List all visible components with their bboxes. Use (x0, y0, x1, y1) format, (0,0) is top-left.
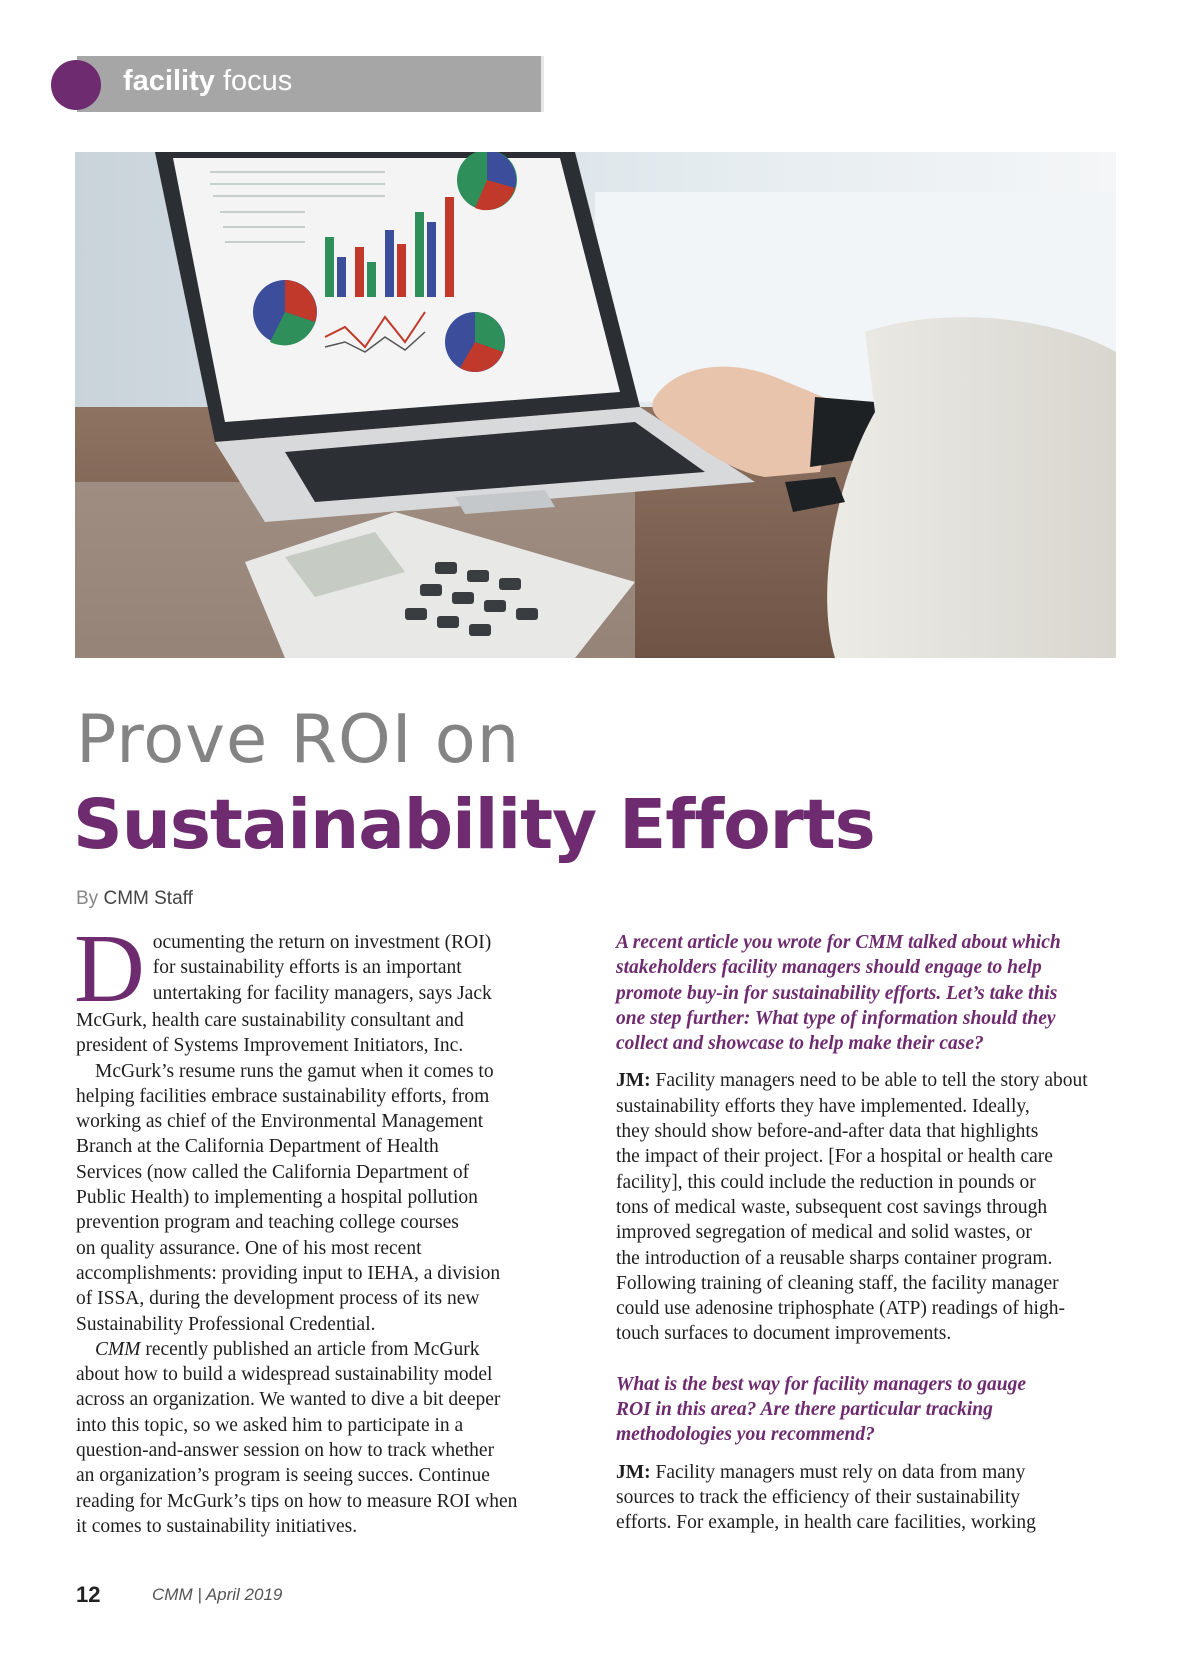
section-label (123, 65, 292, 98)
text-line: for sustainability efforts is an important (152, 957, 462, 979)
body-paragraph-3 (76, 1337, 573, 1539)
text-line: stakeholders facility managers should engage to help (616, 957, 1042, 979)
text-line: efforts. For example, in health care facilities, working (616, 1512, 1036, 1534)
text-line: helping facilities embrace sustainability efforts, from (76, 1085, 490, 1107)
text-line: McGurk’s resume runs the gamut when it comes to (95, 1060, 494, 1082)
section-dot-icon (51, 60, 101, 110)
text-line: into this topic, so we asked him to participate in a (76, 1414, 464, 1436)
drop-cap: D (74, 915, 145, 1023)
text-line: ROI in this area? Are there particular tracking (616, 1399, 993, 1421)
text-line: tons of medical waste, subsequent cost savings through (616, 1196, 1048, 1218)
headline-line-2: Sustainability Efforts (73, 785, 875, 865)
text-line: facility], this could include the reduction in pounds or (616, 1171, 1036, 1193)
text-line: sustainability efforts they have implemented. Ideally, (616, 1095, 1030, 1117)
text-line: untertaking for facility managers, says Jack (152, 982, 492, 1004)
text-line: A recent article you wrote for CMM talked about which (616, 932, 1061, 953)
publication-name: CMM (95, 1338, 141, 1360)
text-line: What is the best way for facility managers to gauge (616, 1373, 1027, 1395)
intro-paragraph (74, 915, 573, 1059)
body-paragraph-2 (76, 1059, 573, 1337)
text-line: it comes to sustainability initiatives. (76, 1515, 358, 1537)
answer-1 (616, 1068, 1116, 1346)
text-line: ocumenting the return on investment (ROI) (152, 932, 492, 953)
text-line: one step further: What type of information should they (616, 1007, 1056, 1029)
section-tab (51, 56, 496, 114)
byline-prefix: By (76, 888, 99, 909)
text-line: accomplishments: providing input to IEHA, a division (76, 1262, 501, 1284)
answer-2 (616, 1460, 1116, 1536)
text-line: Public Health) to implementing a hospital pollution (76, 1187, 478, 1209)
article-column-left (74, 915, 573, 1539)
text-line: question-and-answer session on how to track whether (76, 1440, 495, 1462)
text-line: touch surfaces to document improvements. (616, 1323, 952, 1345)
spacer (616, 1347, 1116, 1372)
text-line: an organization’s program is seeing succes. Continue (76, 1465, 490, 1487)
text-line: collect and showcase to help make their case? (616, 1033, 984, 1055)
text-line: methodologies you recommend? (616, 1424, 875, 1446)
speaker-label: JM: (616, 1461, 651, 1483)
page-footer (76, 1582, 283, 1608)
section-label-rest: focus (222, 65, 293, 97)
text-line: on quality assurance. One of his most recent (76, 1237, 422, 1259)
text-line: McGurk, health care sustainability consultant and (76, 1010, 464, 1031)
question-2 (616, 1372, 1116, 1448)
speaker-label: JM: (616, 1070, 651, 1092)
article-column-right (616, 930, 1116, 1536)
text-line: about how to build a widespread sustainability model (76, 1364, 493, 1386)
text-line: president of Systems Improvement Initiators, Inc. (76, 1035, 464, 1057)
section-label-bold: facility (123, 65, 215, 97)
text-line: promote buy-in for sustainability efforts. Let’s take this (616, 982, 1058, 1004)
headline-line-1: Prove ROI on (76, 700, 521, 778)
spacer (616, 1448, 1116, 1460)
text-line: Services (now called the California Department of (76, 1161, 470, 1183)
text-line: prevention program and teaching college courses (76, 1212, 459, 1234)
text-line: reading for McGurk’s tips on how to measure ROI when (76, 1490, 518, 1512)
text-line: Sustainability Professional Credential. (76, 1313, 376, 1335)
text-line: could use adenosine triphosphate (ATP) readings of high- (616, 1298, 1065, 1320)
text-line: of ISSA, during the development process of its new (76, 1288, 480, 1310)
text-line: they should show before-and-after data that highlights (616, 1121, 1039, 1143)
text-line: sources to track the efficiency of their sustainability (616, 1486, 1021, 1508)
byline (76, 888, 193, 910)
text-line (616, 1068, 1116, 1093)
byline-author: CMM Staff (103, 888, 193, 909)
text-line (616, 1460, 1116, 1485)
text-line: Branch at the California Department of Health (76, 1136, 439, 1158)
text-run: Facility managers need to be able to tell the story about (650, 1070, 1088, 1092)
text-line (76, 1337, 573, 1362)
text-line: the introduction of a reusable sharps container program. (616, 1247, 1053, 1269)
text-run: Facility managers must rely on data from many (650, 1461, 1026, 1483)
issue-label: CMM | April 2019 (152, 1585, 283, 1604)
text-line: across an organization. We wanted to dive a bit deeper (76, 1389, 501, 1411)
text-line: improved segregation of medical and solid wastes, or (616, 1222, 1032, 1244)
text-line: the impact of their project. [For a hospital or health care (616, 1146, 1053, 1168)
text-run: recently published an article from McGurk (140, 1338, 480, 1360)
spacer (616, 1056, 1116, 1068)
text-line: Following training of cleaning staff, the facility manager (616, 1272, 1059, 1294)
question-1 (616, 930, 1116, 1056)
hero-photo (75, 152, 1116, 658)
page-number: 12 (76, 1582, 101, 1607)
text-line: working as chief of the Environmental Management (76, 1111, 484, 1133)
